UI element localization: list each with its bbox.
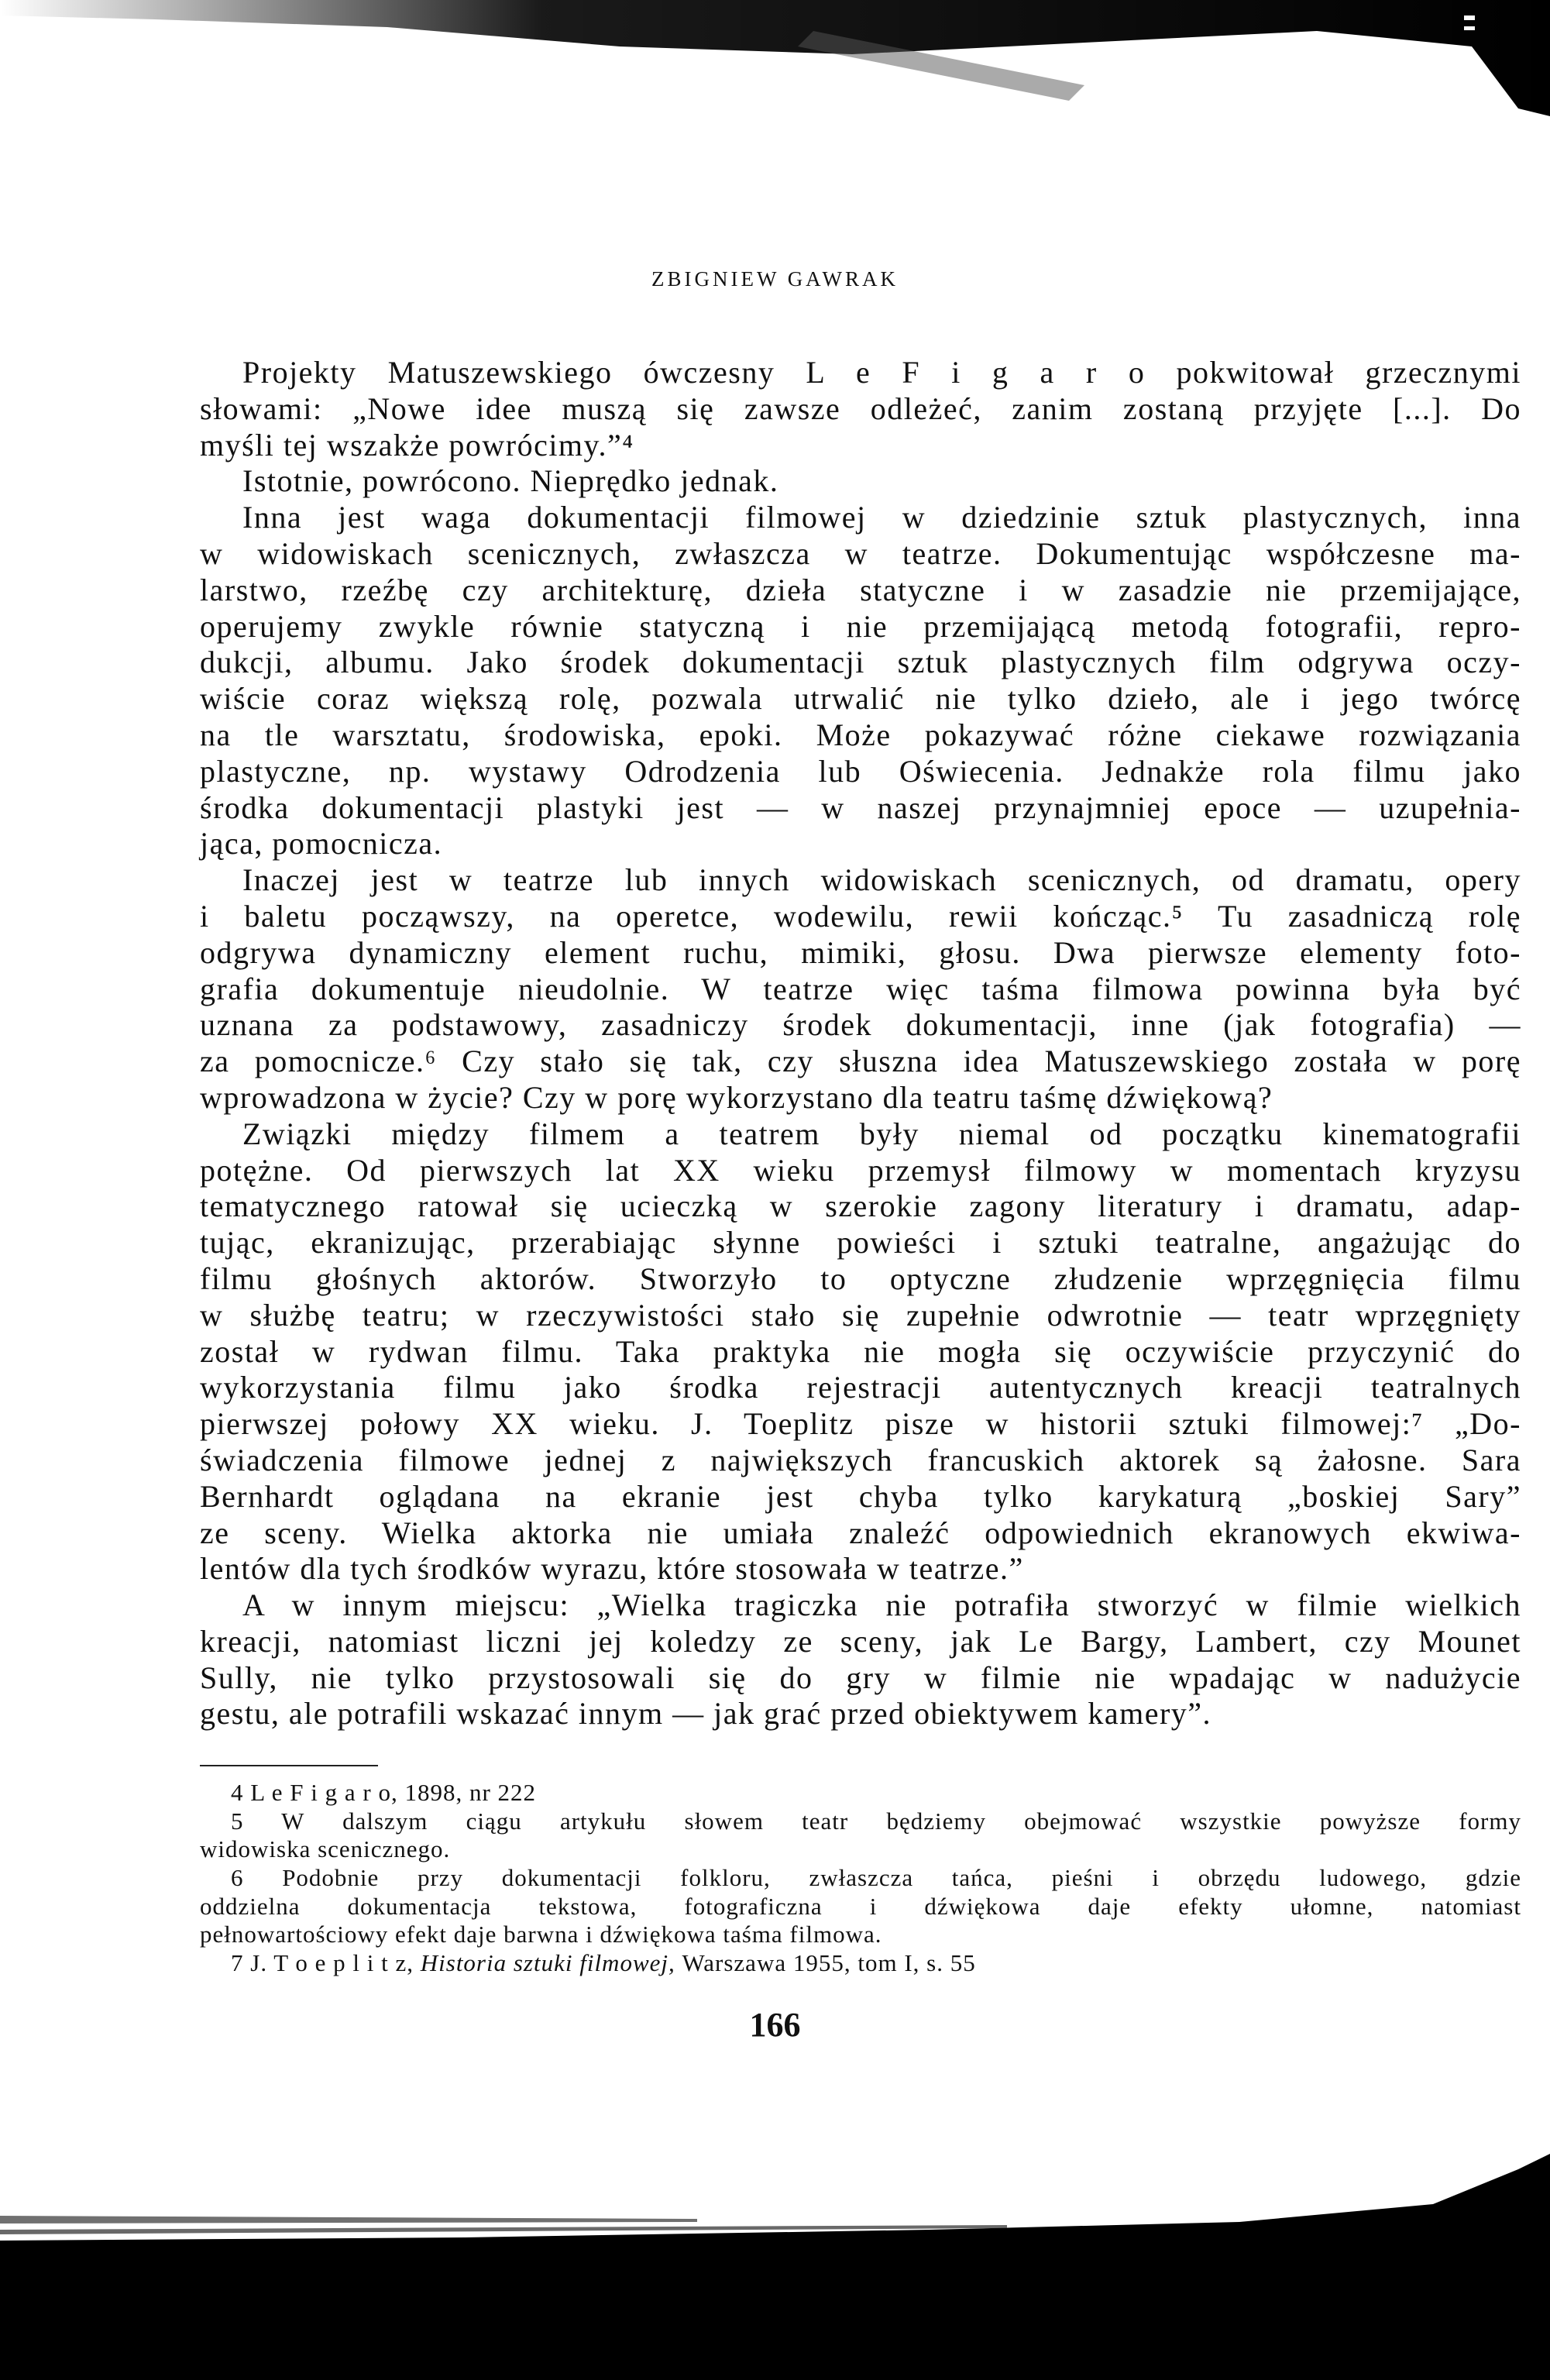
footnote-text: widowiska scenicznego. xyxy=(200,1835,451,1863)
text-line: kreacji, natomiast liczni jej koledzy ze sceny, jak Le Bargy, Lambert, czy Mounet xyxy=(200,1623,1521,1659)
text-line: Związki między filmem a teatrem były niemal od początku kinematografii xyxy=(242,1116,1521,1151)
text-line: na tle warsztatu, środowiska, epoki. Może pokazywać różne ciekawe rozwiązania xyxy=(200,717,1521,752)
footnote-text: Podobnie przy dokumentacji folkloru, zwłaszcza tańca, pieśni i obrzędu ludowego, gdzie xyxy=(282,1864,1521,1892)
text-line: odgrywa dynamiczny element ruchu, mimiki, głosu. Dwa pierwsze elementy foto- xyxy=(200,934,1521,970)
text-line: tując, ekranizując, przerabiając słynne powieści i sztuki teatralne, angażując do xyxy=(200,1225,1521,1261)
footnote-6 xyxy=(200,1864,1521,1949)
paragraph xyxy=(200,1587,1521,1732)
text-line: plastyczne, np. wystawy Odrodzenia lub Oświecenia. Jednakże rola filmu jako xyxy=(200,753,1521,789)
text-line: tematycznego ratował się ucieczką w szerokie zagony literatury i dramatu, adap- xyxy=(200,1188,1521,1224)
text-line: Inaczej jest w teatrze lub innych widowiskach scenicznych, od dramatu, opery xyxy=(242,862,1521,898)
text-line: gestu, ale potrafili wskazać innym — jak grać przed obiektywem kamery”. xyxy=(200,1696,1212,1732)
footnotes xyxy=(200,1779,1521,1978)
text-line: Sully, nie tylko przystosowali się do gry w filmie nie wpadając w nadużycie xyxy=(200,1659,1521,1695)
text-line: za pomocnicze.⁶ Czy stało się tak, czy słuszna idea Matuszewskiego została w porę xyxy=(200,1044,1521,1079)
text-line: w służbę teatru; w rzeczywistości stało się zupełnie odwrotnie — teatr wprzęgnięty xyxy=(200,1297,1521,1333)
text-line: został w rydwan filmu. Taka praktyka nie mogła się oczywiście przyczynić do xyxy=(200,1333,1521,1369)
footnote-title: Historia sztuki filmowej, xyxy=(420,1949,682,1977)
footnote-number: 7 xyxy=(231,1949,251,1977)
paragraph xyxy=(200,862,1521,1116)
text-line: lentów dla tych środków wyrazu, które stosowała w teatrze.” xyxy=(200,1551,1024,1587)
page-number: 166 xyxy=(749,2006,801,2044)
text-line: grafia dokumentuje nieudolnie. W teatrze więc taśma filmowa powinna była być xyxy=(200,971,1521,1006)
footnote-7 xyxy=(200,1949,1521,1978)
running-header-author: ZBIGNIEW GAWRAK xyxy=(651,267,899,291)
text-line: wiście coraz większą rolę, pozwala utrwalić nie tylko dzieło, ale i jego twórcę xyxy=(200,681,1521,717)
text-line: jąca, pomocnicza. xyxy=(200,826,443,862)
article-body xyxy=(200,355,1521,1732)
footnote-separator xyxy=(200,1765,378,1766)
footnote-text: L e F i g a r o, 1898, nr 222 xyxy=(250,1779,537,1806)
paragraph xyxy=(200,463,1521,500)
footnote-4 xyxy=(200,1779,1521,1807)
text-line: operujemy zwykle równie statyczną i nie przemijającą metodą fotografii, repro- xyxy=(200,608,1521,644)
text-line: Istotnie, powrócono. Nieprędko jednak. xyxy=(242,463,779,499)
text-line: dukcji, albumu. Jako środek dokumentacji sztuk plastycznych film odgrywa oczy- xyxy=(200,645,1521,680)
text-line: wprowadzona w życie? Czy w porę wykorzystano dla teatru taśmę dźwiękową? xyxy=(200,1079,1273,1115)
text-line: Projekty Matuszewskiego ówczesny L e F i g a r o pokwitował grzecznymi xyxy=(242,355,1521,390)
text-line: Bernhardt oglądana na ekranie jest chyba tylko karykaturą „boskiej Sary” xyxy=(200,1478,1521,1514)
footnote-author: J. T o e p l i t z, xyxy=(250,1949,421,1977)
paragraph xyxy=(200,500,1521,862)
footnote-text: W dalszym ciągu artykułu słowem teatr będziemy obejmować wszystkie powyższe formy xyxy=(281,1807,1521,1835)
footnote-5 xyxy=(200,1807,1521,1864)
text-line: świadczenia filmowe jednej z największych francuskich aktorek są żałosne. Sara xyxy=(200,1442,1521,1477)
text-line: larstwo, rzeźbę czy architekturę, dzieła statyczne i w zasadzie nie przemijające, xyxy=(200,572,1521,607)
paragraph xyxy=(200,1116,1521,1587)
text-line: w widowiskach scenicznych, zwłaszcza w teatrze. Dokumentując współczesne ma- xyxy=(200,535,1521,571)
footnote-number: 5 xyxy=(231,1807,282,1835)
footnote-text: Warszawa 1955, tom I, s. 55 xyxy=(682,1949,976,1977)
footnote-text: pełnowartościowy efekt daje barwna i dźwiękowa taśma filmowa. xyxy=(200,1921,882,1948)
text-line: ze sceny. Wielka aktorka nie umiała znaleźć odpowiednich ekranowych ekwiwa- xyxy=(200,1515,1521,1550)
text-line: Inna jest waga dokumentacji filmowej w dziedzinie sztuk plastycznych, inna xyxy=(242,500,1521,535)
text-line: wykorzystania filmu jako środka rejestracji autentycznych kreacji teatralnych xyxy=(200,1370,1521,1405)
text-line: A w innym miejscu: „Wielka tragiczka nie potrafiła stworzyć w filmie wielkich xyxy=(242,1587,1521,1623)
text-line: środka dokumentacji plastyki jest — w naszej przynajmniej epoce — uzupełnia- xyxy=(200,789,1521,825)
paragraph xyxy=(200,355,1521,463)
text-line: słowami: „Nowe idee muszą się zawsze odleżeć, zanim zostaną przyjęte [...]. Do xyxy=(200,390,1521,426)
text-line: potężne. Od pierwszych lat XX wieku przemysł filmowy w momentach kryzysu xyxy=(200,1152,1521,1188)
footnote-number: 4 xyxy=(231,1779,251,1806)
scan-artifact-bottom xyxy=(0,2138,1550,2380)
footnote-text: oddzielna dokumentacja tekstowa, fotograficzna i dźwiękowa daje efekty ułomne, natomiast xyxy=(200,1892,1521,1920)
text-line: myśli tej wszakże powrócimy.”⁴ xyxy=(200,427,634,463)
text-line: pierwszej połowy XX wieku. J. Toeplitz pisze w historii sztuki filmowej:⁷ „Do- xyxy=(200,1406,1521,1442)
footnote-number: 6 xyxy=(231,1864,283,1892)
text-line: uznana za podstawowy, zasadniczy środek dokumentacji, inne (jak fotografia) — xyxy=(200,1007,1521,1043)
text-line: filmu głośnych aktorów. Stworzyło to optyczne złudzenie wprzęgnięcia filmu xyxy=(200,1261,1521,1296)
scan-artifact-top xyxy=(0,0,1550,139)
text-line: i baletu począwszy, na operetce, wodewilu, rewii kończąc.⁵ Tu zasadniczą rolę xyxy=(200,898,1521,934)
